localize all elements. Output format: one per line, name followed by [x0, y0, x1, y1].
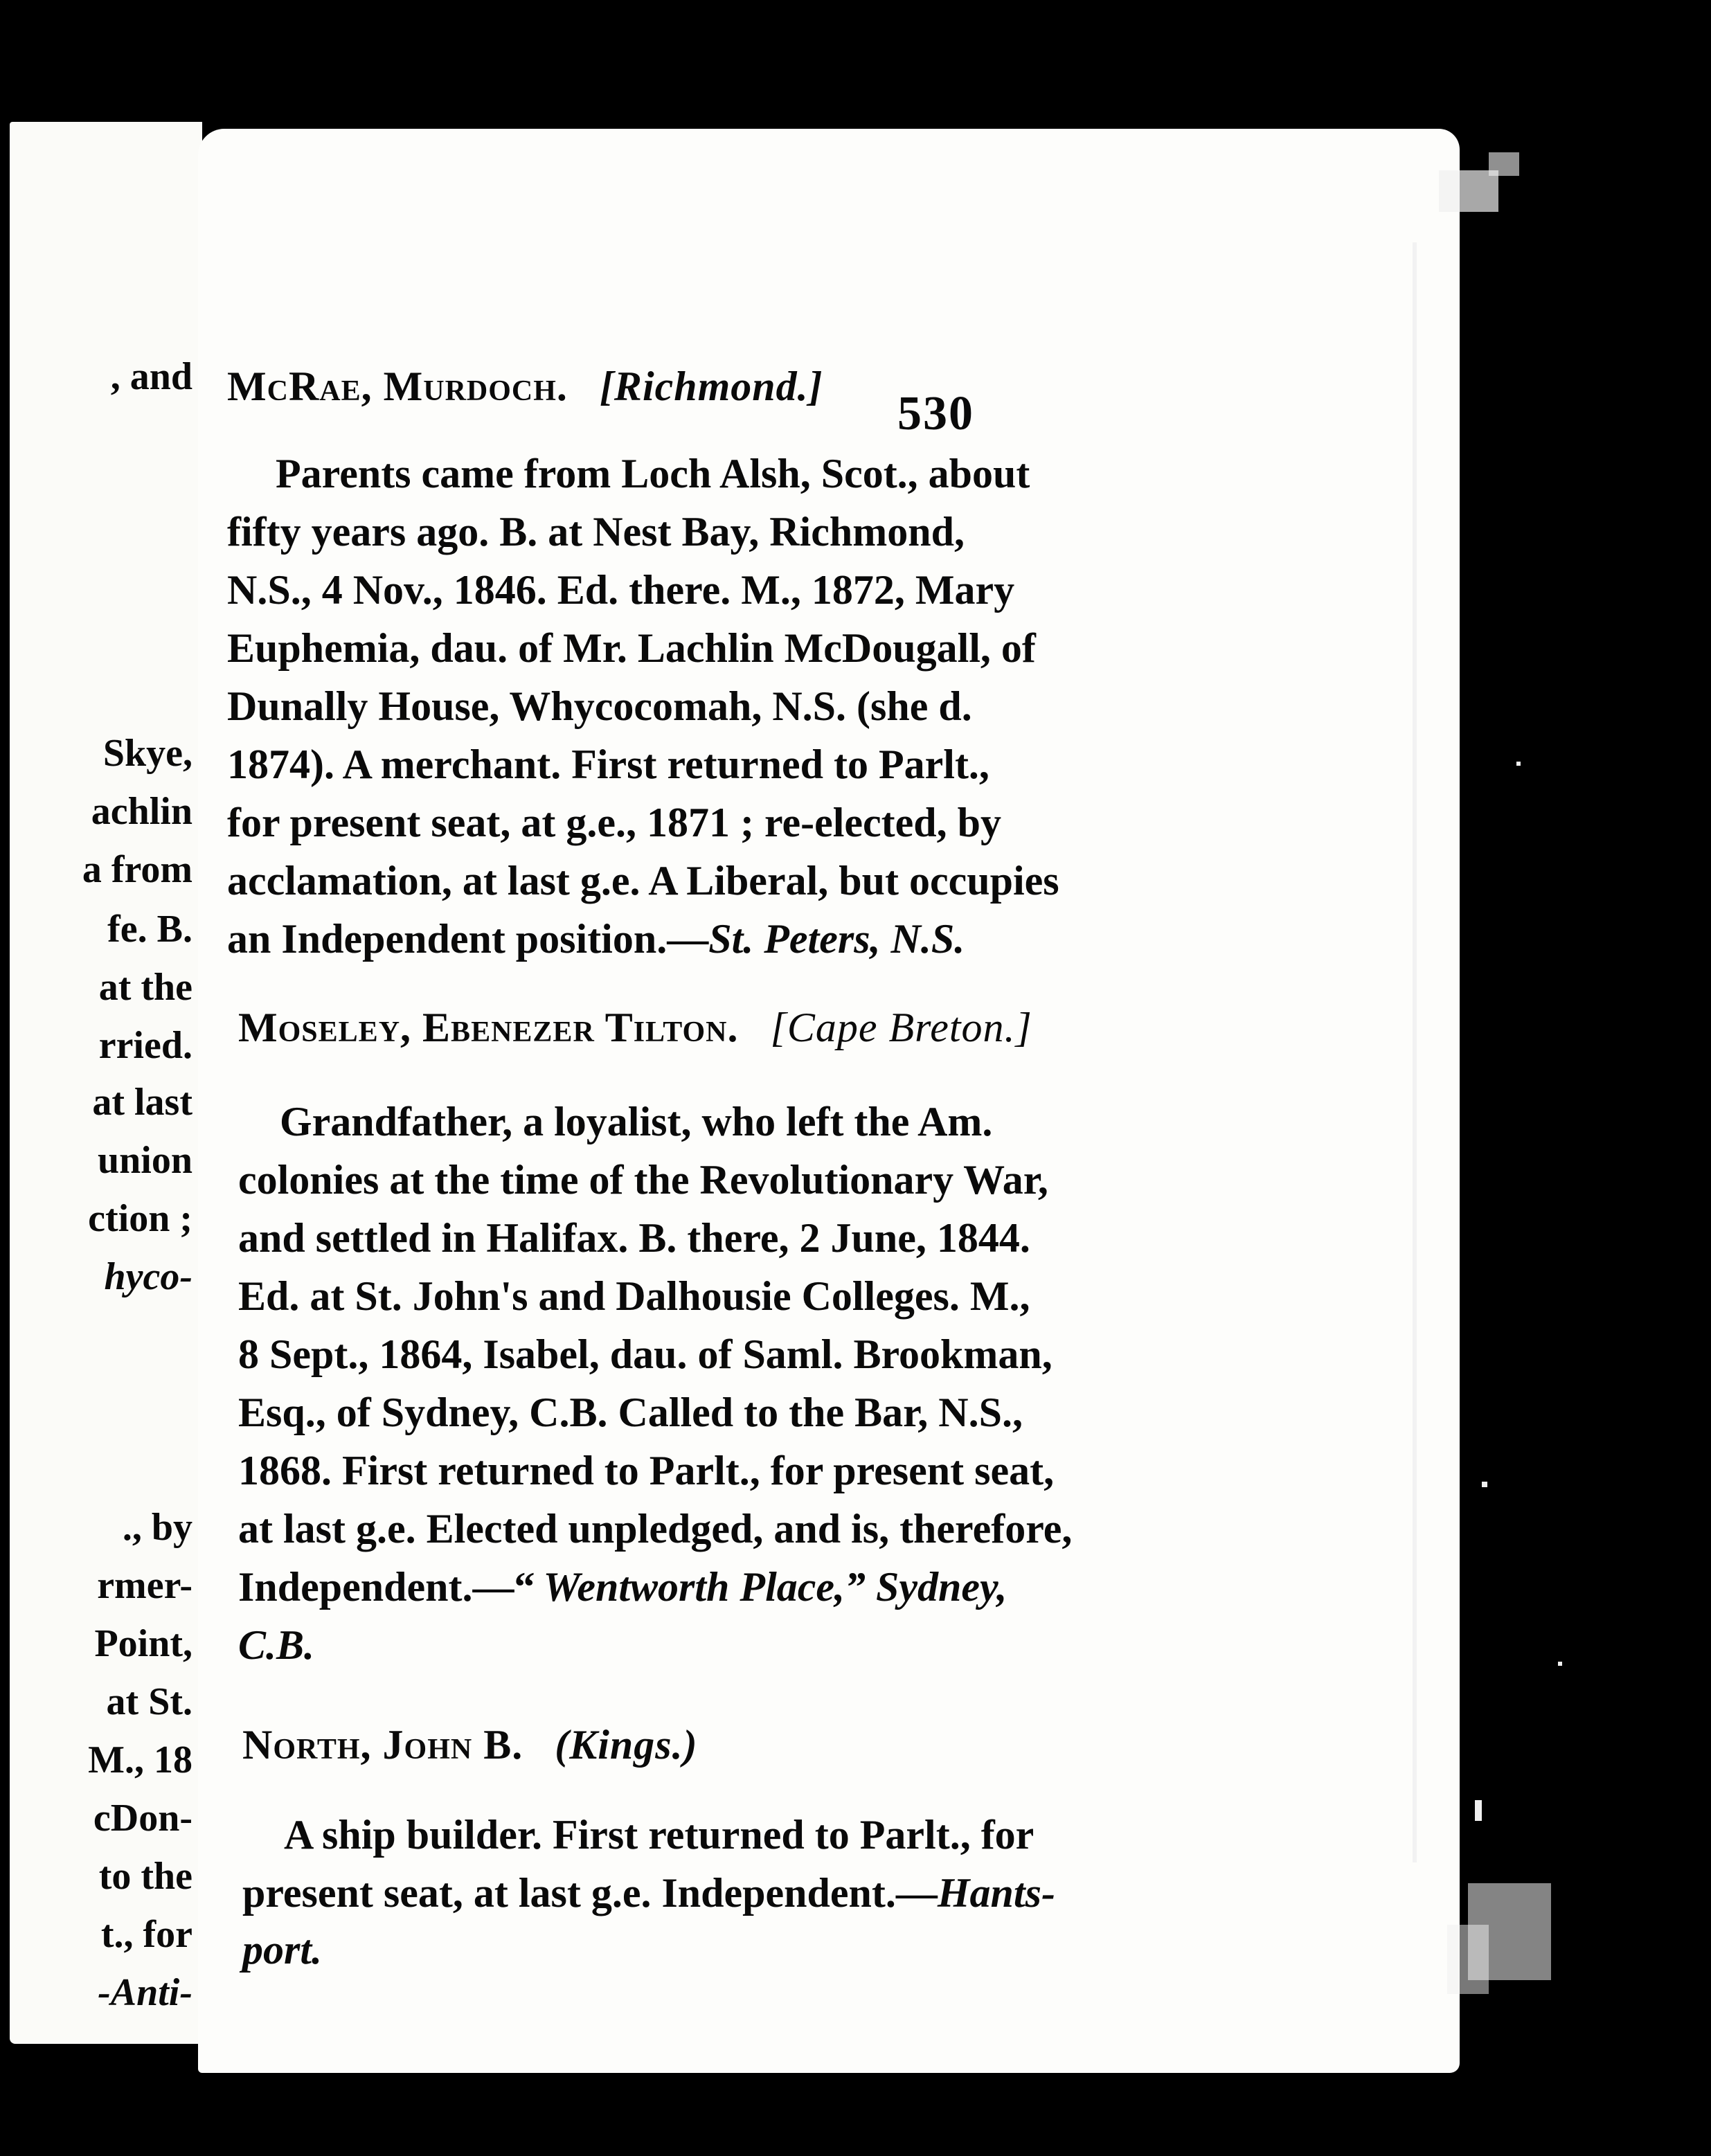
entry-text-line: Esq., of Sydney, C.B. Called to the Bar, N.S., — [238, 1390, 1023, 1435]
entry-text: Independent.—“ — [238, 1564, 535, 1610]
left-page-line: ction ; — [88, 1197, 192, 1240]
left-page-line: ., by — [122, 1506, 192, 1549]
entry-text-line: Parents came from Loch Alsh, Scot., about — [276, 451, 1030, 496]
left-page-line: , and — [110, 355, 192, 398]
residence: Wentworth Place,” Sydney, — [543, 1564, 1007, 1610]
left-page-line: -Anti- — [98, 1971, 192, 2014]
entry-text: present seat, at last g.e. Independent.— — [242, 1870, 938, 1916]
entry-text-line: Ed. at St. John's and Dalhousie Colleges. M., — [238, 1273, 1030, 1319]
entry-text-line — [238, 1566, 1007, 1608]
page-number: 530 — [897, 387, 974, 440]
left-page-line: at St. — [106, 1680, 192, 1723]
left-page-line: Skye, — [102, 732, 192, 775]
left-page-line: at last — [92, 1081, 192, 1124]
left-page-line: M., 18 — [88, 1739, 192, 1781]
left-page-fragment — [10, 122, 202, 2044]
left-page-line: to the — [98, 1855, 192, 1898]
county-name: (Kings.) — [555, 1722, 698, 1768]
entry-text-line: Euphemia, dau. of Mr. Lachlin McDougall, of — [227, 625, 1036, 671]
left-page-line: achlin — [91, 790, 192, 833]
entry-text-line: Grandfather, a loyalist, who left the Am. — [280, 1099, 993, 1144]
book-page — [198, 129, 1460, 2073]
left-page-line: t., for — [100, 1913, 192, 1956]
entry-text-line — [227, 918, 965, 960]
entry-text-line: colonies at the time of the Revolutionary War, — [238, 1157, 1048, 1203]
left-page-line: Point, — [94, 1622, 192, 1665]
member-name: North, John B. — [242, 1722, 523, 1768]
entry-text-line: at last g.e. Elected unpledged, and is, therefore, — [238, 1506, 1073, 1552]
entry-text-line: and settled in Halifax. B. there, 2 June, 1844. — [238, 1215, 1030, 1261]
entry-text-line: fifty years ago. B. at Nest Bay, Richmond, — [227, 509, 965, 555]
member-name: McRae, Murdoch. — [227, 363, 568, 409]
entry-text-line: 8 Sept., 1864, Isabel, dau. of Saml. Brookman, — [238, 1331, 1052, 1377]
residence: port. — [242, 1927, 323, 1973]
residence: Hants- — [937, 1870, 1055, 1916]
left-page-line: hyco- — [104, 1255, 192, 1298]
left-page-line: cDon- — [93, 1797, 192, 1840]
entry-text-line: N.S., 4 Nov., 1846. Ed. there. M., 1872, Mary — [227, 567, 1015, 613]
entry-text-line: 1868. First returned to Parlt., for present seat, — [238, 1448, 1055, 1493]
entry-text-line: acclamation, at last g.e. A Liberal, but occupies — [227, 858, 1059, 904]
entry-text-line: for present seat, at g.e., 1871 ; re-elected, by — [227, 800, 1002, 845]
residence: St. Peters, N.S. — [708, 916, 965, 962]
left-page-line: rried. — [98, 1024, 192, 1067]
entry-text-line — [242, 1927, 323, 1973]
left-page-line: at the — [98, 966, 192, 1009]
entry-text-line: Dunally House, Whycocomah, N.S. (she d. — [227, 683, 972, 729]
entry-text: an Independent position.— — [227, 916, 709, 962]
entry-text-line — [238, 1624, 314, 1666]
county-name: [Cape Breton.] — [770, 1005, 1032, 1050]
entry-heading — [238, 1004, 1032, 1052]
member-name: Moseley, Ebenezer Tilton. — [238, 1005, 739, 1050]
entry-text-line: 1874). A merchant. First returned to Parlt., — [227, 742, 989, 787]
residence: C.B. — [238, 1622, 315, 1668]
left-page-line: fe. B. — [107, 908, 192, 951]
entry-heading — [242, 1721, 698, 1769]
county-name: [Richmond.] — [599, 363, 823, 409]
left-page-line: rmer- — [97, 1564, 192, 1607]
left-page-line: a from — [82, 848, 192, 891]
entry-text-line: A ship builder. First returned to Parlt., for — [284, 1812, 1034, 1858]
left-page-line: union — [98, 1139, 192, 1182]
entry-heading — [227, 363, 823, 411]
entry-text-line — [242, 1872, 1055, 1914]
